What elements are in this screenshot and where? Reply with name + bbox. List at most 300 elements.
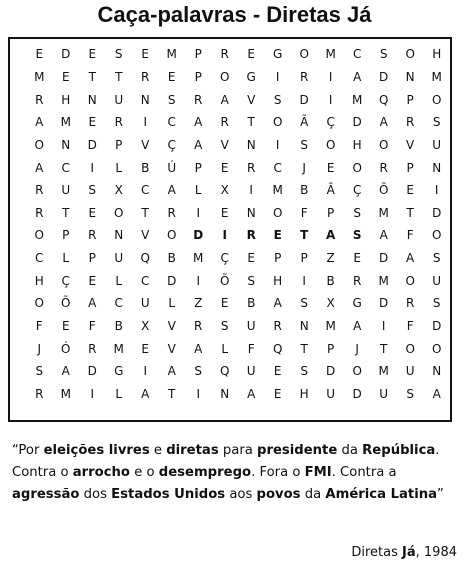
grid-letter[interactable]: N [405, 69, 415, 84]
grid-letter[interactable]: U [326, 386, 336, 401]
grid-letter[interactable]: X [326, 296, 335, 311]
grid-letter[interactable]: Ã [300, 115, 309, 130]
grid-letter[interactable]: H [352, 137, 362, 152]
grid-letter[interactable]: R [194, 319, 203, 333]
grid-letter[interactable]: D [167, 273, 177, 288]
grid-letter[interactable]: E [273, 364, 282, 379]
grid-letter[interactable]: A [353, 319, 362, 333]
grid-letter[interactable]: O [272, 205, 283, 220]
grid-row [26, 224, 450, 247]
grid-letter[interactable]: T [115, 69, 123, 84]
grid-letter[interactable]: R [35, 183, 44, 198]
grid-letter[interactable]: T [380, 341, 388, 356]
grid-letter[interactable]: N [432, 160, 442, 175]
grid-letter[interactable]: O [405, 273, 415, 288]
grid-letter[interactable]: Z [326, 251, 335, 266]
grid-letter[interactable]: D [193, 228, 204, 243]
grid-letter[interactable]: H [61, 92, 71, 107]
grid-letter[interactable]: A [379, 228, 388, 243]
quote-text: para [218, 443, 258, 458]
grid-letter[interactable]: R [220, 115, 229, 130]
caption-bold: Já [402, 545, 416, 560]
quote-line [12, 484, 462, 506]
grid-letter[interactable]: P [194, 69, 202, 84]
grid-letter[interactable]: Ó [61, 341, 71, 356]
grid-letter[interactable]: A [141, 386, 150, 401]
grid-letter[interactable]: T [141, 205, 149, 220]
grid-letter[interactable]: T [406, 205, 414, 220]
grid-letter[interactable]: U [246, 364, 256, 379]
grid-letter[interactable]: V [247, 92, 256, 107]
grid-letter[interactable]: O [166, 228, 177, 243]
quote-text: e o [130, 465, 159, 480]
grid-letter[interactable]: U [432, 273, 442, 288]
page-title: Caça-palavras - Diretas Já [97, 2, 372, 27]
grid-letter[interactable]: M [34, 69, 45, 84]
grid-letter[interactable]: U [140, 296, 150, 311]
grid-letter[interactable]: Õ [219, 273, 230, 288]
grid-letter[interactable]: M [325, 47, 336, 62]
grid-letter[interactable]: Ç [61, 273, 70, 288]
grid-letter[interactable]: E [167, 69, 176, 84]
grid-letter[interactable]: C [35, 251, 44, 266]
grid-letter[interactable]: D [326, 364, 336, 379]
grid-letter[interactable]: D [87, 364, 97, 379]
grid-letter[interactable]: V [167, 341, 176, 356]
grid-letter[interactable]: M [431, 69, 442, 84]
grid-letter[interactable]: A [379, 115, 388, 130]
grid-letter[interactable]: X [141, 319, 150, 333]
grid-letter[interactable]: R [194, 92, 203, 107]
grid-letter[interactable]: A [35, 115, 44, 130]
quote-text: aos [225, 487, 257, 502]
grid-letter[interactable]: Õ [61, 296, 71, 311]
grid-letter[interactable]: Ç [352, 183, 362, 198]
grid-letter[interactable]: Ç [220, 251, 229, 266]
grid-letter[interactable]: R [220, 47, 229, 62]
grid-letter[interactable]: R [246, 228, 256, 243]
grid-letter[interactable]: E [141, 47, 150, 62]
grid-letter[interactable]: A [35, 160, 44, 175]
grid-letter[interactable]: D [352, 386, 362, 401]
grid-letter[interactable]: R [35, 205, 44, 220]
grid-letter[interactable]: E [141, 341, 150, 356]
grid-letter[interactable]: T [168, 386, 176, 401]
grid-letter[interactable]: S [432, 251, 441, 266]
grid-letter[interactable]: I [196, 273, 200, 288]
quote-line [12, 462, 462, 484]
grid-letter[interactable]: O [431, 228, 442, 243]
grid-letter[interactable]: S [432, 115, 441, 130]
grid-letter[interactable]: N [140, 92, 150, 107]
grid-letter[interactable]: D [87, 137, 97, 152]
grid-letter[interactable]: P [406, 92, 414, 107]
grid-letter[interactable]: E [61, 319, 70, 333]
grid-letter[interactable]: L [221, 341, 229, 356]
grid-letter[interactable]: E [220, 296, 229, 311]
grid-row [26, 43, 450, 66]
grid-letter[interactable]: P [62, 228, 70, 243]
grid-letter[interactable]: S [220, 319, 229, 333]
grid-letter[interactable]: J [302, 160, 306, 175]
quote-text: da [300, 487, 326, 502]
caption [351, 545, 457, 560]
grid-letter[interactable]: Q [378, 92, 389, 107]
grid-letter[interactable]: N [432, 364, 442, 379]
grid-letter[interactable]: C [352, 47, 362, 62]
grid-letter[interactable]: O [431, 341, 442, 356]
grid-letter[interactable]: E [220, 205, 229, 220]
grid-letter[interactable]: E [61, 69, 70, 84]
grid-letter[interactable]: O [352, 364, 362, 379]
grid-letter[interactable]: C [141, 183, 150, 198]
grid-letter[interactable]: Õ [378, 183, 389, 198]
caption-prefix: Diretas [351, 545, 403, 560]
grid-letter[interactable]: Q [140, 251, 150, 266]
grid-letter[interactable]: A [194, 137, 203, 152]
grid-letter[interactable]: F [35, 319, 43, 333]
grid-letter[interactable]: Q [219, 364, 230, 379]
grid-letter[interactable]: O [405, 341, 415, 356]
grid-letter[interactable]: P [115, 137, 123, 152]
grid-letter[interactable]: E [353, 251, 361, 266]
grid-letter[interactable]: V [141, 228, 150, 243]
grid-letter[interactable]: S [432, 296, 441, 311]
grid-letter[interactable]: S [300, 296, 308, 311]
quote-text: . [435, 443, 440, 458]
grid-letter[interactable]: B [247, 296, 256, 311]
grid-row [26, 247, 450, 270]
grid-row [26, 269, 450, 292]
grid-letter[interactable]: I [249, 183, 253, 198]
grid-letter[interactable]: M [113, 341, 124, 356]
grid-letter[interactable]: O [272, 115, 283, 130]
quote-emphasis: presidente [257, 443, 338, 458]
grid-letter[interactable]: O [378, 137, 389, 152]
grid-letter[interactable]: R [167, 205, 176, 220]
grid-letter[interactable]: C [114, 296, 123, 311]
grid-letter[interactable]: M [60, 115, 71, 130]
quote-emphasis: FMI [304, 465, 332, 480]
grid-letter[interactable]: A [353, 69, 362, 84]
grid-letter[interactable]: R [88, 341, 97, 356]
grid-letter[interactable]: B [300, 183, 309, 198]
grid-row [26, 66, 450, 89]
quote-emphasis: Estados Unidos [111, 487, 226, 502]
grid-letter[interactable]: D [352, 115, 362, 130]
grid-letter[interactable]: G [273, 47, 283, 62]
grid-letter[interactable]: A [194, 115, 203, 130]
grid-letter[interactable]: A [326, 228, 336, 243]
grid-letter[interactable]: S [167, 92, 176, 107]
grid-letter[interactable]: I [196, 386, 200, 401]
grid-letter[interactable]: E [220, 160, 229, 175]
grid-letter[interactable]: A [61, 364, 70, 379]
grid-letter[interactable]: D [379, 251, 389, 266]
grid-letter[interactable]: R [405, 296, 415, 311]
grid-row [26, 383, 450, 406]
quote-emphasis: América Latina [325, 487, 438, 502]
grid-letter[interactable]: M [325, 319, 336, 333]
grid-letter[interactable]: E [273, 386, 282, 401]
grid-letter[interactable]: A [88, 296, 97, 311]
grid-letter[interactable]: T [88, 69, 96, 84]
grid-letter[interactable]: R [35, 92, 44, 107]
grid-letter[interactable]: M [378, 273, 389, 288]
grid-letter[interactable]: E [273, 228, 282, 243]
grid-letter[interactable]: B [141, 160, 150, 175]
grid-letter[interactable]: D [432, 319, 442, 333]
grid-letter[interactable]: S [300, 364, 308, 379]
grid-letter[interactable]: S [379, 47, 388, 62]
grid-letter[interactable]: M [193, 251, 204, 266]
grid-letter[interactable]: I [143, 115, 147, 130]
word-search-board [8, 37, 452, 422]
grid-letter[interactable]: V [141, 137, 150, 152]
grid-letter[interactable]: E [326, 160, 335, 175]
grid-letter[interactable]: R [379, 160, 388, 175]
grid-letter[interactable]: O [431, 92, 442, 107]
grid-letter[interactable]: G [352, 296, 362, 311]
grid-letter[interactable]: O [114, 205, 124, 220]
grid-letter[interactable]: E [88, 273, 97, 288]
grid-letter[interactable]: S [88, 183, 97, 198]
grid-letter[interactable]: V [167, 319, 176, 333]
grid-row [26, 179, 450, 202]
grid-letter[interactable]: S [353, 205, 361, 220]
grid-letter[interactable]: I [196, 205, 200, 220]
grid-letter[interactable]: O [352, 160, 362, 175]
grid-letter[interactable]: J [37, 341, 42, 356]
grid-row [26, 337, 450, 360]
grid-letter[interactable]: Ú [167, 160, 177, 175]
grid-letter[interactable]: S [114, 47, 123, 62]
grid-letter[interactable]: O [325, 137, 336, 152]
grid-letter[interactable]: O [34, 228, 44, 243]
grid-letter[interactable]: R [88, 228, 97, 243]
grid-letter[interactable]: N [299, 319, 309, 333]
grid-letter[interactable]: U [432, 137, 442, 152]
grid-letter[interactable]: M [272, 183, 283, 198]
grid-letter[interactable]: S [406, 386, 414, 401]
grid-letter[interactable]: Z [194, 296, 203, 311]
grid-letter[interactable]: S [300, 137, 308, 152]
grid-letter[interactable]: N [246, 137, 256, 152]
grid-letter[interactable]: F [406, 228, 414, 243]
grid-letter[interactable]: R [405, 115, 415, 130]
grid-letter[interactable]: C [141, 273, 150, 288]
quote-emphasis: arrocho [72, 465, 130, 480]
grid-letter[interactable]: U [114, 92, 124, 107]
grid-letter[interactable]: L [115, 160, 123, 175]
grid-letter[interactable]: Ã [326, 183, 335, 198]
grid-letter[interactable]: I [90, 160, 95, 175]
grid-row [26, 111, 450, 134]
grid-letter[interactable]: M [60, 386, 71, 401]
quote-emphasis: República [362, 443, 436, 458]
grid-letter[interactable]: V [406, 137, 415, 152]
grid-letter[interactable]: I [328, 69, 333, 84]
grid-letter[interactable]: P [88, 251, 96, 266]
grid-letter[interactable]: S [352, 228, 362, 243]
grid-letter[interactable]: L [194, 183, 202, 198]
grid-letter[interactable]: M [378, 364, 389, 379]
grid-letter[interactable]: G [114, 364, 124, 379]
grid-letter[interactable]: B [114, 319, 123, 333]
grid-letter[interactable]: B [167, 251, 176, 266]
grid-letter[interactable]: E [406, 183, 414, 198]
grid-letter[interactable]: E [247, 47, 255, 62]
grid-letter[interactable]: I [381, 319, 386, 333]
word-search-grid [26, 43, 450, 405]
grid-letter[interactable]: O [219, 69, 230, 84]
grid-letter[interactable]: I [275, 69, 280, 84]
grid-letter[interactable]: A [247, 386, 256, 401]
grid-letter[interactable]: A [220, 92, 229, 107]
grid-letter[interactable]: B [326, 273, 335, 288]
grid-letter[interactable]: L [115, 273, 123, 288]
grid-letter[interactable]: A [273, 296, 282, 311]
grid-letter[interactable]: H [273, 273, 283, 288]
grid-letter[interactable]: L [62, 251, 70, 266]
grid-letter[interactable]: U [246, 319, 256, 333]
grid-letter[interactable]: P [274, 251, 282, 266]
grid-letter[interactable]: D [432, 205, 442, 220]
grid-letter[interactable]: D [61, 47, 71, 62]
grid-row [26, 315, 450, 338]
grid-letter[interactable]: N [87, 92, 97, 107]
grid-letter[interactable]: S [273, 92, 282, 107]
grid-letter[interactable]: Ç [167, 137, 176, 152]
grid-letter[interactable]: M [351, 92, 363, 107]
grid-letter[interactable]: O [405, 47, 415, 62]
grid-letter[interactable]: P [194, 160, 202, 175]
grid-letter[interactable]: H [432, 47, 442, 62]
grid-letter[interactable]: P [327, 205, 335, 220]
grid-letter[interactable]: T [62, 205, 70, 220]
grid-letter[interactable]: I [90, 386, 95, 401]
grid-letter[interactable]: R [114, 115, 123, 130]
grid-letter[interactable]: R [273, 319, 282, 333]
grid-letter[interactable]: A [406, 251, 415, 266]
grid-letter[interactable]: I [275, 137, 280, 152]
grid-letter[interactable]: E [88, 47, 97, 62]
grid-letter[interactable]: T [300, 341, 308, 356]
grid-letter[interactable]: N [114, 228, 124, 243]
grid-letter[interactable]: A [167, 364, 176, 379]
grid-letter[interactable]: T [300, 228, 309, 243]
grid-row [26, 156, 450, 179]
grid-letter[interactable]: N [246, 205, 256, 220]
grid-letter[interactable]: F [300, 205, 308, 220]
grid-letter[interactable]: F [88, 319, 96, 333]
grid-letter[interactable]: S [35, 364, 44, 379]
grid-letter[interactable]: A [167, 183, 176, 198]
grid-letter[interactable]: J [355, 341, 359, 356]
grid-letter[interactable]: F [406, 319, 414, 333]
grid-letter[interactable]: O [34, 296, 44, 311]
grid-row [26, 360, 450, 383]
quote-text: ” [437, 487, 444, 502]
grid-row [26, 88, 450, 111]
grid-letter[interactable]: U [379, 386, 389, 401]
grid-letter[interactable]: U [61, 183, 71, 198]
quote-emphasis: agressão [12, 487, 80, 502]
grid-letter[interactable]: L [115, 386, 123, 401]
grid-letter[interactable]: Ç [326, 115, 335, 130]
grid-letter[interactable]: D [379, 69, 389, 84]
quote-text: . Contra a [331, 465, 397, 480]
grid-letter[interactable]: P [194, 47, 202, 62]
grid-letter[interactable]: N [61, 137, 71, 152]
grid-letter[interactable]: I [434, 183, 439, 198]
grid-letter[interactable]: C [61, 160, 70, 175]
quote-emphasis: diretas [166, 443, 219, 458]
grid-letter[interactable]: F [247, 341, 255, 356]
grid-letter[interactable]: H [299, 386, 309, 401]
grid-letter[interactable]: I [143, 364, 147, 379]
grid-letter[interactable]: S [194, 364, 203, 379]
grid-letter[interactable]: E [247, 251, 255, 266]
quote-text: dos [79, 487, 112, 502]
grid-letter[interactable]: U [405, 364, 415, 379]
grid-letter[interactable]: C [273, 160, 282, 175]
grid-letter[interactable]: P [300, 251, 308, 266]
grid-letter[interactable]: O [34, 137, 44, 152]
grid-letter[interactable]: R [35, 386, 44, 401]
grid-letter[interactable]: E [88, 205, 97, 220]
grid-letter[interactable]: U [114, 251, 124, 266]
grid-letter[interactable]: H [34, 273, 44, 288]
grid-letter[interactable]: A [194, 341, 203, 356]
grid-letter[interactable]: R [141, 69, 150, 84]
grid-letter[interactable]: O [299, 47, 309, 62]
grid-letter[interactable]: S [247, 273, 255, 288]
grid-letter[interactable]: X [220, 183, 229, 198]
grid-letter[interactable]: X [114, 183, 123, 198]
grid-letter[interactable]: I [328, 92, 333, 107]
quote-emphasis: desemprego [158, 465, 252, 480]
quote-text: “Por [12, 443, 44, 458]
grid-letter[interactable]: M [166, 47, 177, 62]
quote-text: Contra o [12, 465, 73, 480]
grid-letter[interactable]: I [222, 228, 227, 243]
grid-letter[interactable]: E [88, 115, 97, 130]
grid-letter[interactable]: A [432, 386, 441, 401]
grid-letter[interactable]: I [302, 273, 306, 288]
grid-letter[interactable]: D [299, 92, 309, 107]
grid-letter[interactable]: R [353, 273, 362, 288]
grid-letter[interactable]: T [247, 115, 255, 130]
grid-letter[interactable]: R [247, 160, 256, 175]
grid-row [26, 134, 450, 157]
grid-letter[interactable]: E [35, 47, 44, 62]
grid-letter[interactable]: G [246, 69, 256, 84]
grid-letter[interactable]: V [220, 137, 229, 152]
grid-row [26, 292, 450, 315]
grid-letter[interactable]: M [378, 205, 389, 220]
grid-letter[interactable]: R [300, 69, 309, 84]
grid-letter[interactable]: D [379, 296, 389, 311]
caption-suffix: , 1984 [415, 545, 457, 560]
grid-letter[interactable]: L [168, 296, 176, 311]
grid-letter[interactable]: C [167, 115, 176, 130]
grid-letter[interactable]: Q [272, 341, 283, 356]
grid-letter[interactable]: N [220, 386, 230, 401]
quote-block [12, 440, 462, 506]
grid-letter[interactable]: P [327, 341, 335, 356]
grid-letter[interactable]: P [406, 160, 414, 175]
